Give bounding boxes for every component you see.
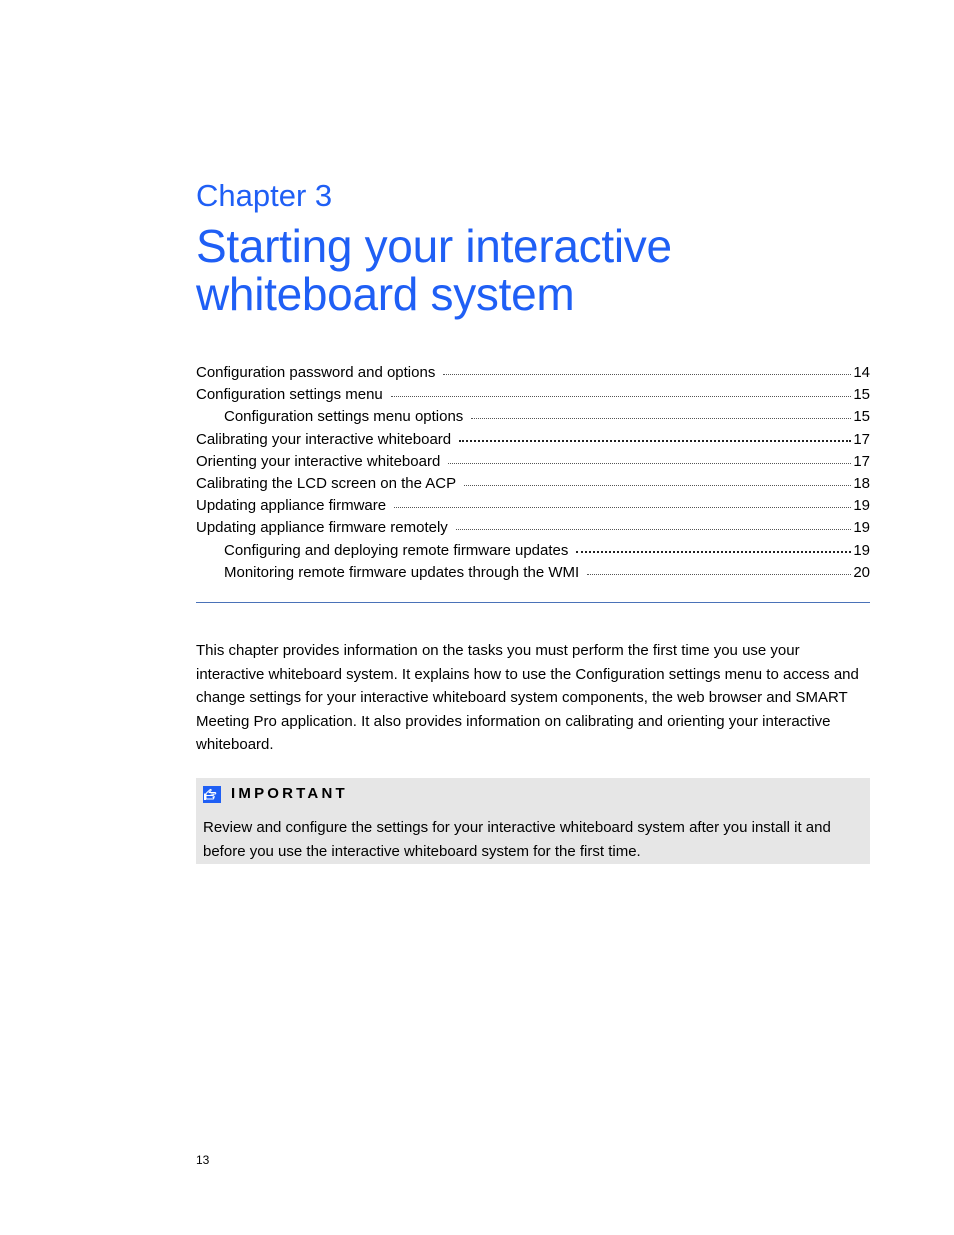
toc-page-number: 19	[853, 497, 870, 515]
toc-page-number: 19	[853, 541, 870, 559]
pointing-hand-icon	[203, 786, 221, 803]
callout-label: IMPORTANT	[231, 785, 348, 802]
toc-dot-leader	[443, 374, 851, 375]
toc-page-number: 15	[853, 408, 870, 426]
toc-entry-text: Orienting your interactive whiteboard	[196, 452, 441, 470]
toc-page-number: 17	[853, 452, 870, 470]
chapter-title-line-1: Starting your interactive	[196, 220, 672, 272]
toc-entry-text: Calibrating your interactive whiteboard	[196, 430, 452, 448]
toc-entry-text: Updating appliance firmware	[196, 497, 387, 515]
toc-dot-leader	[459, 440, 851, 442]
toc-entry-text: Monitoring remote firmware updates through the WMI	[224, 563, 580, 581]
toc-dot-leader	[456, 529, 852, 530]
toc-entry[interactable]	[196, 517, 870, 539]
toc-entry[interactable]	[196, 429, 870, 451]
chapter-title	[196, 222, 672, 318]
toc-dot-leader	[391, 396, 852, 397]
toc-page-number: 18	[853, 474, 870, 492]
toc-entry[interactable]	[196, 362, 870, 384]
toc-page-number: 15	[853, 386, 870, 404]
toc-page-number: 17	[853, 430, 870, 448]
toc-dot-leader	[448, 463, 851, 464]
toc-entry-text: Configuration password and options	[196, 364, 436, 381]
toc-page-number: 19	[853, 519, 870, 537]
intro-paragraph: This chapter provides information on the tasks you must perform the first time you use your interactive whiteboard system. It explains how to use the Configuration settings menu to access and change settings for your interactive whiteboard system components, the web browser and SMART Meeting Pro application. It also provides information on calibrating and orienting your interactive whiteboard.	[196, 642, 859, 753]
toc-entry[interactable]	[196, 495, 870, 517]
toc-dot-leader	[576, 551, 851, 553]
chapter-title-line-2: whiteboard system	[196, 268, 575, 320]
toc-entry[interactable]	[196, 451, 870, 473]
toc-entry[interactable]	[196, 540, 870, 562]
toc-entry[interactable]	[196, 406, 870, 428]
toc-entry-text: Calibrating the LCD screen on the ACP	[196, 474, 457, 492]
toc-entry-text: Configuration settings menu options	[224, 408, 464, 426]
toc-entry[interactable]	[196, 562, 870, 584]
toc-page-number: 20	[853, 563, 870, 581]
chapter-label: Chapter 3	[196, 178, 333, 213]
section-divider	[196, 602, 870, 603]
toc-page-number: 14	[853, 364, 870, 381]
toc-dot-leader	[464, 485, 851, 486]
toc-dot-leader	[471, 418, 851, 419]
toc-entry-text: Updating appliance firmware remotely	[196, 519, 448, 537]
toc-entry-text: Configuration settings menu	[196, 386, 383, 404]
toc-dot-leader	[587, 574, 851, 575]
table-of-contents	[196, 362, 870, 584]
callout-header	[203, 785, 348, 803]
toc-entry[interactable]	[196, 384, 870, 406]
important-callout	[196, 778, 870, 864]
page-number: 13	[196, 1153, 210, 1167]
toc-dot-leader	[394, 507, 851, 508]
toc-entry-text: Configuring and deploying remote firmware updates	[224, 541, 569, 559]
toc-entry[interactable]	[196, 473, 870, 495]
callout-text: Review and configure the settings for your interactive whiteboard system after you install it and before you use the interactive whiteboard system for the first time.	[203, 819, 831, 860]
